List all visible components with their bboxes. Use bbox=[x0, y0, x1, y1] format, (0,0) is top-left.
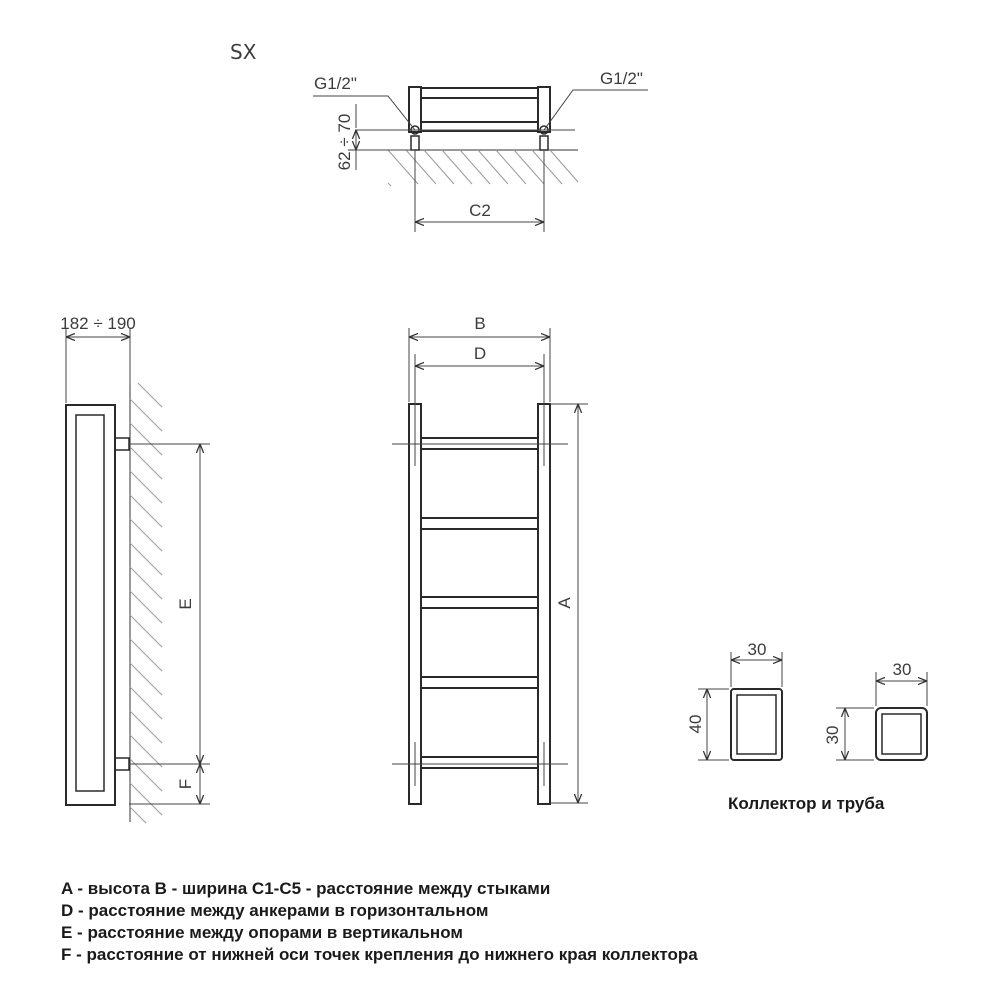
anchor-distance-label: D bbox=[473, 344, 487, 363]
height-label: A bbox=[555, 597, 574, 609]
side-wall-hatch bbox=[130, 383, 162, 823]
legend-line: E - расстояние между опорами в вертикальном bbox=[61, 923, 463, 942]
legend bbox=[61, 878, 698, 966]
radiator-front-outline bbox=[409, 404, 550, 804]
collector-width-label: 30 bbox=[747, 640, 767, 659]
connection-right-label: G1/2" bbox=[600, 69, 643, 88]
collector-height-label: 40 bbox=[686, 714, 705, 734]
legend-line: F - расстояние от нижней оси точек крепления до нижнего края коллектора bbox=[61, 945, 698, 964]
radiator-top-outline bbox=[409, 87, 550, 150]
collector-profile bbox=[686, 640, 782, 760]
tube-height-label: 30 bbox=[823, 725, 842, 745]
bottom-offset-label: F bbox=[176, 778, 195, 790]
connection-left-label: G1/2" bbox=[314, 74, 357, 93]
tube-width-label: 30 bbox=[892, 660, 912, 679]
front-view bbox=[392, 314, 588, 804]
centers-label: C2 bbox=[469, 201, 491, 220]
wall-distance-label: 62 ÷ 70 bbox=[335, 113, 354, 171]
width-label: B bbox=[474, 314, 486, 333]
model-name: SX bbox=[230, 40, 257, 64]
top-view bbox=[313, 69, 648, 232]
radiator-side-outline bbox=[66, 405, 129, 805]
profiles-caption: Коллектор и труба bbox=[728, 794, 885, 813]
legend-line: D - расстояние между анкерами в горизонтальном bbox=[61, 901, 489, 920]
tube-profile bbox=[823, 660, 927, 760]
support-spacing-label: E bbox=[176, 598, 195, 610]
legend-line: A - высота B - ширина C1-C5 - расстояние между стыками bbox=[61, 879, 551, 898]
side-dimension-lines bbox=[66, 328, 210, 804]
depth-label: 182 ÷ 190 bbox=[60, 314, 136, 333]
side-view bbox=[60, 314, 210, 823]
